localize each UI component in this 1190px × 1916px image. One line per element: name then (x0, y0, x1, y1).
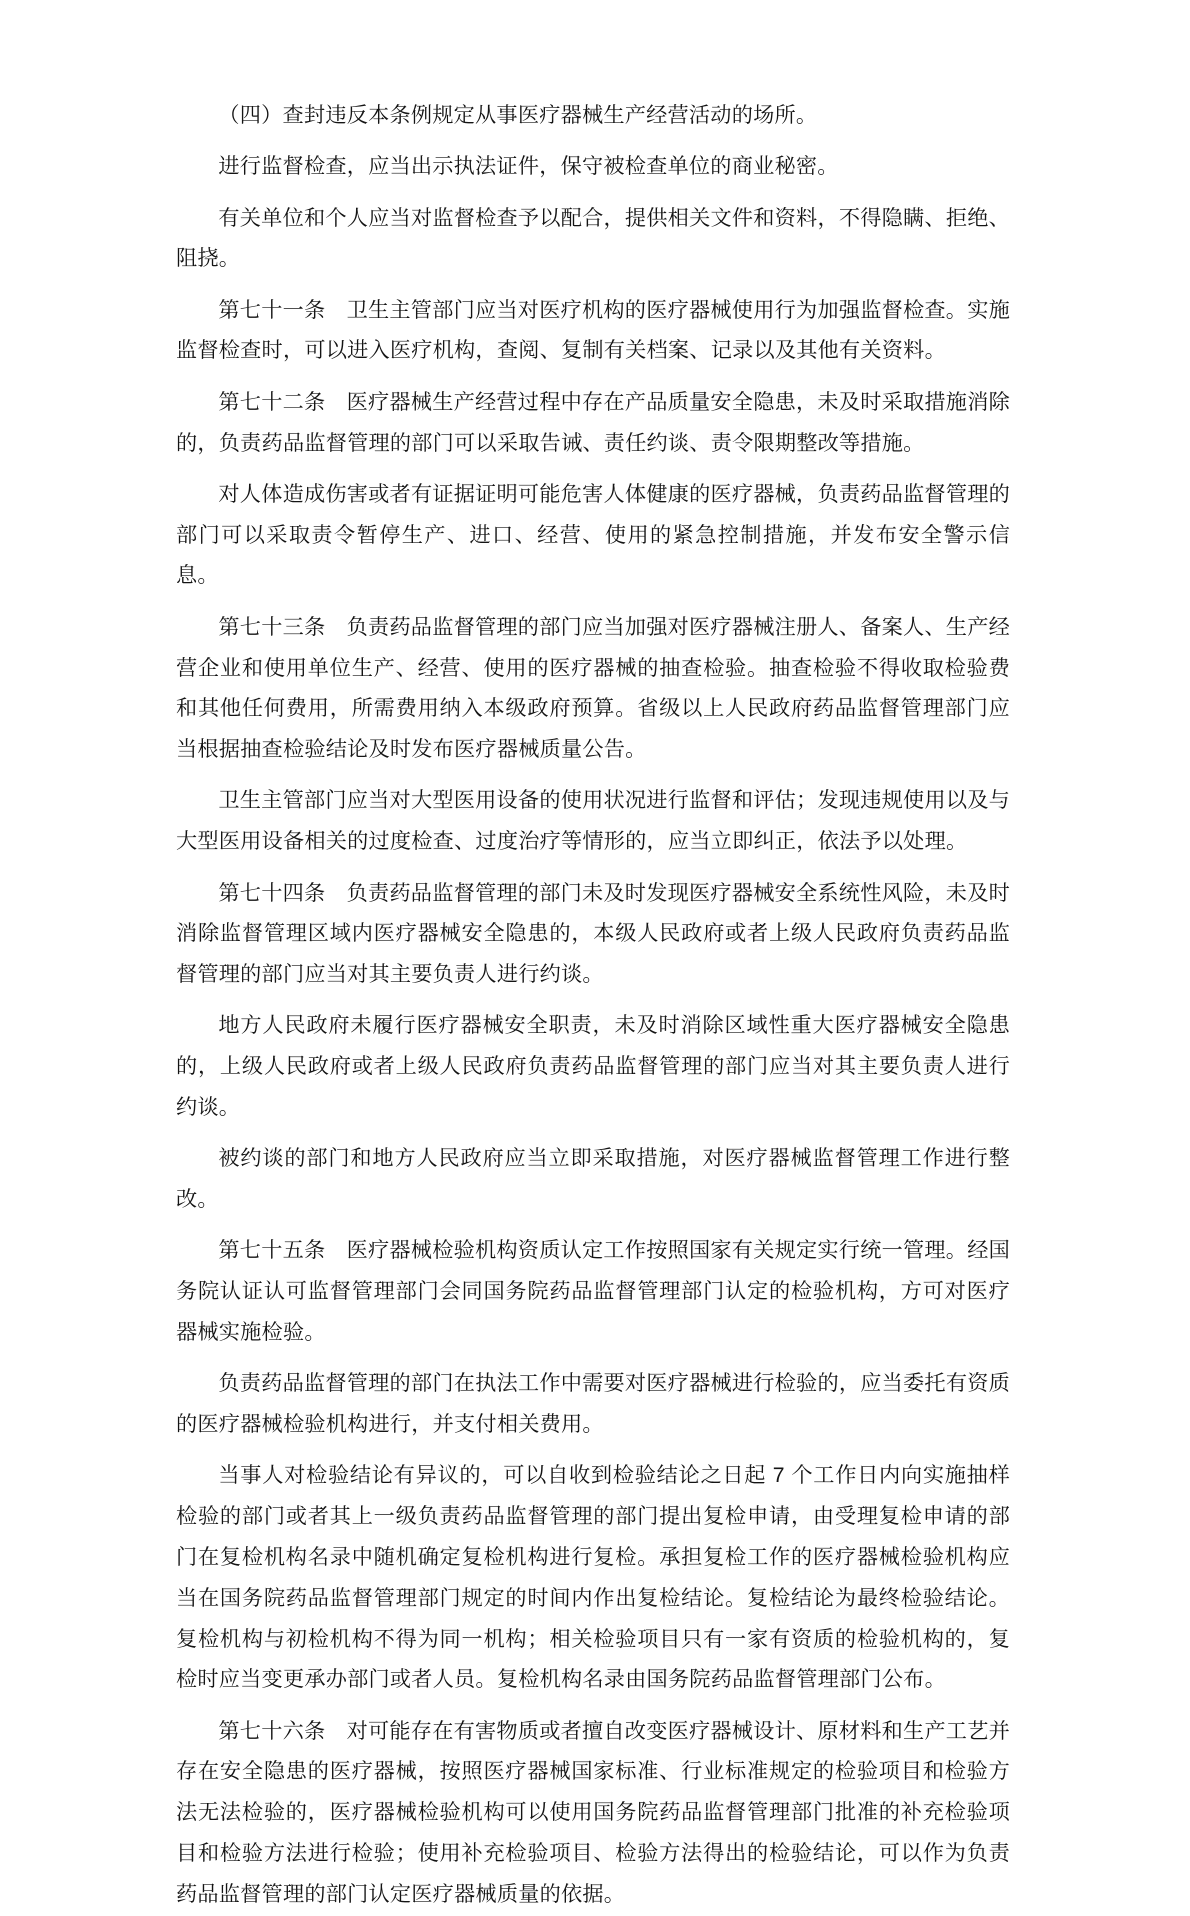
body-paragraph (176, 1364, 1010, 1446)
article-paragraph (176, 1712, 1010, 1916)
body-paragraph (176, 781, 1010, 863)
list-item-paragraph (176, 96, 1010, 137)
paragraph-text: 当事人对检验结论有异议的，可以自收到检验结论之日起 7 个工作日内向实施抽样检验的部门或者其上一级负责药品监督管理的部门提出复检申请，由受理复检申请的部门在复检机构名录中随机确定复检机构进行复检。承担复检工作的医疗器械检验机构应当在国务院药品监督管理部门规定的时间内作出复检结论。复检结论为最终检验结论。复检机构与初检机构不得为同一机构；相关检验项目只有一家有资质的检验机构的，复检时应当变更承办部门或者人员。复检机构名录由国务院药品监督管理部门公布。 (176, 1464, 1010, 1692)
paragraph-text: 卫生主管部门应当对医疗机构的医疗器械使用行为加强监督检查。实施监督检查时，可以进入医疗机构，查阅、复制有关档案、记录以及其他有关资料。 (176, 298, 1010, 363)
article-paragraph (176, 874, 1010, 996)
paragraph-text: 负责药品监督管理的部门未及时发现医疗器械安全系统性风险，未及时消除监督管理区域内医疗器械安全隐患的，本级人民政府或者上级人民政府负责药品监督管理的部门应当对其主要负责人进行约谈。 (176, 881, 1010, 987)
article-number: 第七十三条 (218, 615, 326, 639)
paragraph-text: 对可能存在有害物质或者擅自改变医疗器械设计、原材料和生产工艺并存在安全隐患的医疗器械，按照医疗器械国家标准、行业标准规定的检验项目和检验方法无法检验的，医疗器械检验机构可以使用国务院药品监督管理部门批准的补充检验项目和检验方法进行检验；使用补充检验项目、检验方法得出的检验结论，可以作为负责药品监督管理的部门认定医疗器械质量的依据。 (176, 1719, 1010, 1906)
body-paragraph (176, 199, 1010, 281)
paragraph-text: 负责药品监督管理的部门应当加强对医疗器械注册人、备案人、生产经营企业和使用单位生产、经营、使用的医疗器械的抽查检验。抽查检验不得收取检验费和其他任何费用，所需费用纳入本级政府预算。省级以上人民政府药品监督管理部门应当根据抽查检验结论及时发布医疗器械质量公告。 (176, 615, 1010, 762)
paragraph-text: 医疗器械生产经营过程中存在产品质量安全隐患，未及时采取措施消除的，负责药品监督管理的部门可以采取告诫、责任约谈、责令限期整改等措施。 (176, 390, 1010, 455)
paragraph-text: 卫生主管部门应当对大型医用设备的使用状况进行监督和评估；发现违规使用以及与大型医用设备相关的过度检查、过度治疗等情形的，应当立即纠正，依法予以处理。 (176, 789, 1010, 854)
body-paragraph (176, 1456, 1010, 1701)
paragraph-text: 地方人民政府未履行医疗器械安全职责，未及时消除区域性重大医疗器械安全隐患的，上级人民政府或者上级人民政府负责药品监督管理的部门应当对其主要负责人进行约谈。 (176, 1014, 1010, 1120)
article-paragraph (176, 291, 1010, 373)
article-number: 第七十五条 (218, 1239, 326, 1263)
document-body (176, 96, 1010, 1916)
article-paragraph (176, 383, 1010, 465)
article-number: 第七十四条 (218, 881, 326, 905)
paragraph-text: 医疗器械检验机构资质认定工作按照国家有关规定实行统一管理。经国务院认证认可监督管理部门会同国务院药品监督管理部门认定的检验机构，方可对医疗器械实施检验。 (176, 1239, 1010, 1345)
article-paragraph (176, 1231, 1010, 1353)
paragraph-text: 负责药品监督管理的部门在执法工作中需要对医疗器械进行检验的，应当委托有资质的医疗器械检验机构进行，并支付相关费用。 (176, 1372, 1010, 1437)
paragraph-text: 被约谈的部门和地方人民政府应当立即采取措施，对医疗器械监督管理工作进行整改。 (176, 1147, 1010, 1212)
body-paragraph (176, 147, 1010, 188)
body-paragraph (176, 475, 1010, 597)
article-number: 第七十一条 (218, 298, 326, 322)
article-number: 第七十六条 (218, 1719, 326, 1743)
paragraph-text: （四）查封违反本条例规定从事医疗器械生产经营活动的场所。 (218, 104, 818, 127)
paragraph-text: 对人体造成伤害或者有证据证明可能危害人体健康的医疗器械，负责药品监督管理的部门可以采取责令暂停生产、进口、经营、使用的紧急控制措施，并发布安全警示信息。 (176, 482, 1010, 588)
paragraph-text: 进行监督检查，应当出示执法证件，保守被检查单位的商业秘密。 (218, 155, 839, 179)
body-paragraph (176, 1139, 1010, 1221)
article-paragraph (176, 608, 1010, 771)
body-paragraph (176, 1006, 1010, 1128)
article-number: 第七十二条 (218, 390, 326, 414)
paragraph-text: 有关单位和个人应当对监督检查予以配合，提供相关文件和资料，不得隐瞒、拒绝、阻挠。 (176, 206, 1010, 271)
